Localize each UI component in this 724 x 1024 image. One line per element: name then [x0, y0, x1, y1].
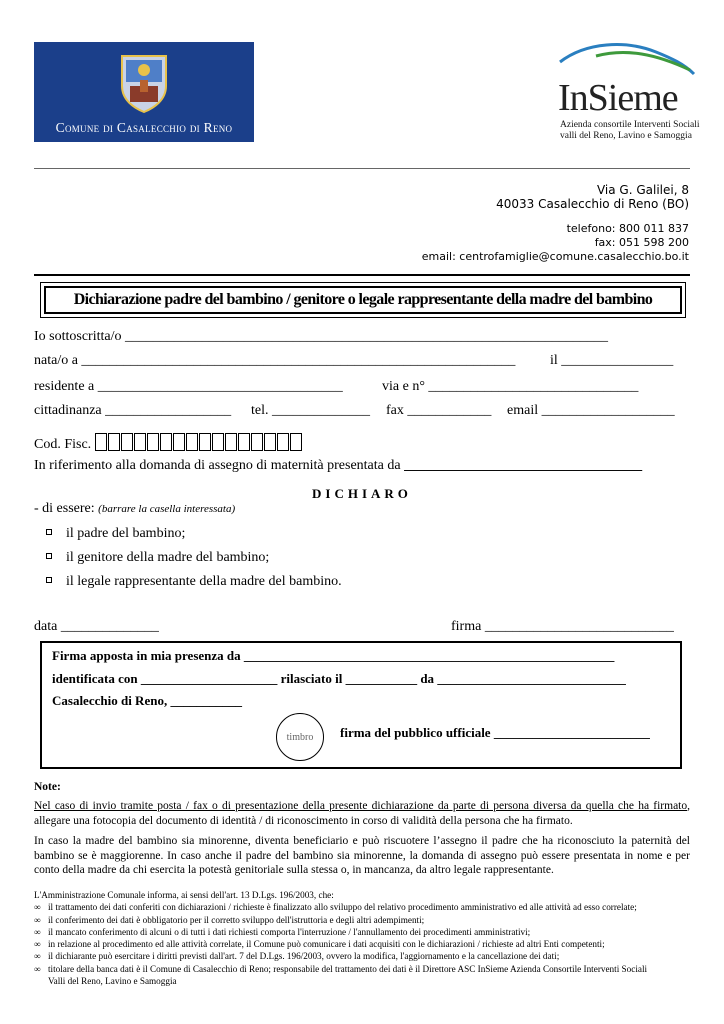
informativa-intro: L'Amministrazione Comunale informa, ai sensi dell'art. 13 D.Lgs. 196/2003, che:: [34, 890, 334, 900]
note-paragraph-2: In caso la madre del bambino sia minorenne, diventa beneficiario e può riscuotere l’assegno il padre che ha riconosciuto la paternità del bambino se è maggiorenne. In caso anche il padre del bambino sia minorenne, la domanda di assegno può essere presentata in nome e per conto della madre da chi esercita la potestà genitoriale sulla stessa o, in mancanza, da altro legale rappresentante.: [34, 835, 690, 876]
notes-title: Note:: [34, 781, 61, 793]
informativa-item: ∞ in relazione al procedimento ed alle attività correlate, il Comune può comunicare i dati acquisiti con le dichiarazioni / richieste ad altri Enti competenti;: [34, 939, 605, 950]
field-residente[interactable]: residente a ___________________________________: [34, 379, 343, 394]
informativa-item: ∞ il dichiarante può esercitare i diritti previsti dall'art. 7 del D.Lgs. 196/2003, ovvero la modifica, l'aggiornamento e la cancellazione dei dati;: [34, 951, 560, 962]
form-title-box: [40, 282, 686, 318]
informativa-item: ∞ il trattamento dei dati conferiti con dichiarazioni / richieste è finalizzato allo sviluppo del relativo procedimento amministrativo ed alle attività ad esso correlate;: [34, 902, 637, 913]
field-fax[interactable]: fax ____________: [386, 403, 492, 418]
presence-identificata[interactable]: identificata con _____________________ rilasciato il ___________ da _____________________________: [52, 671, 626, 686]
option-legale[interactable]: il legale rappresentante della madre del bambino.: [46, 574, 342, 590]
field-via[interactable]: via e n° ______________________________: [382, 379, 639, 394]
insieme-logo: [556, 40, 700, 145]
note-paragraph-1: Nel caso di invio tramite posta / fax o di presentazione della presente dichiarazione da parte di persona diversa da quella che ha firmato, allegare una fotocopia del documento di identità / di riconoscimento in corso di validità della persona che ha firmato.: [34, 800, 690, 827]
insieme-brand-name: InSieme: [558, 77, 678, 119]
codice-fiscale-char-box[interactable]: [251, 433, 263, 451]
timbro-stamp: timbro: [276, 713, 324, 761]
informativa: [34, 889, 647, 987]
header-divider: [34, 168, 690, 169]
codice-fiscale-char-box[interactable]: [160, 433, 172, 451]
codice-fiscale-boxes[interactable]: [95, 437, 303, 452]
insieme-swoosh-icon: [556, 40, 696, 80]
codice-fiscale-char-box[interactable]: [212, 433, 224, 451]
field-tel[interactable]: tel. ______________: [251, 403, 370, 418]
field-sottoscritto[interactable]: Io sottoscritta/o _____________________________________________________________________: [34, 329, 608, 344]
codice-fiscale-char-box[interactable]: [225, 433, 237, 451]
address-email[interactable]: email: centrofamiglie@comune.casalecchio.bo.it: [421, 250, 689, 263]
option-legale-checkbox[interactable]: [46, 577, 52, 583]
field-data-nascita[interactable]: il ________________: [550, 353, 674, 368]
option-genitore-checkbox[interactable]: [46, 553, 52, 559]
field-codice-fiscale: [34, 433, 303, 453]
codice-fiscale-char-box[interactable]: [277, 433, 289, 451]
field-firma[interactable]: firma ___________________________: [451, 619, 674, 634]
address-fax: fax: 051 598 200: [594, 236, 689, 249]
informativa-item: ∞ il conferimento dei dati è obbligatorio per il corretto sviluppo dell'istruttoria e degli altri adempimenti;: [34, 914, 425, 925]
riferimento-domanda: In riferimento alla domanda di assegno di maternità presentata da __________________________________: [34, 458, 643, 473]
informativa-item: ∞ il mancato conferimento di alcuni o di tutti i dati richiesti comporta l'interruzione / l'annullamento dei procedimenti amministrativi;: [34, 926, 531, 937]
codice-fiscale-char-box[interactable]: [199, 433, 211, 451]
di-essere: - di essere: (barrare la casella interessata): [34, 501, 236, 516]
barrare-hint: (barrare la casella interessata): [98, 503, 236, 515]
codice-fiscale-char-box[interactable]: [134, 433, 146, 451]
codice-fiscale-char-box[interactable]: [238, 433, 250, 451]
codice-fiscale-char-box[interactable]: [173, 433, 185, 451]
dichiaro-heading: DICHIARO: [312, 486, 412, 501]
codice-fiscale-char-box[interactable]: [264, 433, 276, 451]
address-city: 40033 Casalecchio di Reno (BO): [496, 197, 689, 211]
codice-fiscale-char-box[interactable]: [108, 433, 120, 451]
field-email[interactable]: email ___________________: [507, 403, 675, 418]
presence-firma-pubblico-ufficiale[interactable]: firma del pubblico ufficiale ________________________: [340, 725, 650, 740]
option-padre[interactable]: il padre del bambino;: [46, 526, 185, 542]
codice-fiscale-char-box[interactable]: [186, 433, 198, 451]
codice-fiscale-char-box[interactable]: [147, 433, 159, 451]
comune-logo-text: Comune di Casalecchio di Reno: [55, 120, 233, 135]
presence-firma-apposta[interactable]: Firma apposta in mia presenza da _________________________________________________________: [52, 648, 615, 663]
form-title: Dichiarazione padre del bambino / genitore o legale rappresentante della madre del bambino: [44, 286, 682, 314]
comune-logo: [34, 42, 254, 142]
codice-fiscale-char-box[interactable]: [121, 433, 133, 451]
field-data[interactable]: data ______________: [34, 619, 159, 634]
field-cittadinanza[interactable]: cittadinanza __________________: [34, 403, 232, 418]
coat-of-arms-icon: [116, 52, 172, 114]
option-padre-checkbox[interactable]: [46, 529, 52, 535]
codice-fiscale-label: Cod. Fisc.: [34, 437, 92, 452]
address-street: Via G. Galilei, 8: [596, 183, 689, 197]
insieme-brand-subtitle: Azienda consortile Interventi Sociali valli del Reno, Lavino e Samoggia: [560, 120, 700, 141]
option-genitore[interactable]: il genitore della madre del bambino;: [46, 550, 269, 566]
presence-luogo-data[interactable]: Casalecchio di Reno, ___________: [52, 693, 242, 708]
field-nato-a[interactable]: nata/o a ______________________________________________________________: [34, 353, 516, 368]
informativa-item: ∞ titolare della banca dati è il Comune di Casalecchio di Reno; responsabile del trattamento dei dati è il Direttore ASC InSieme Azienda Consortile Interventi Sociali Valli del Reno, Lavino e Samoggia: [34, 963, 648, 987]
codice-fiscale-char-box[interactable]: [290, 433, 302, 451]
title-divider: [34, 274, 690, 276]
address-phone: telefono: 800 011 837: [566, 222, 689, 235]
codice-fiscale-char-box[interactable]: [95, 433, 107, 451]
riferimento-blank[interactable]: __________________________________: [404, 458, 643, 473]
